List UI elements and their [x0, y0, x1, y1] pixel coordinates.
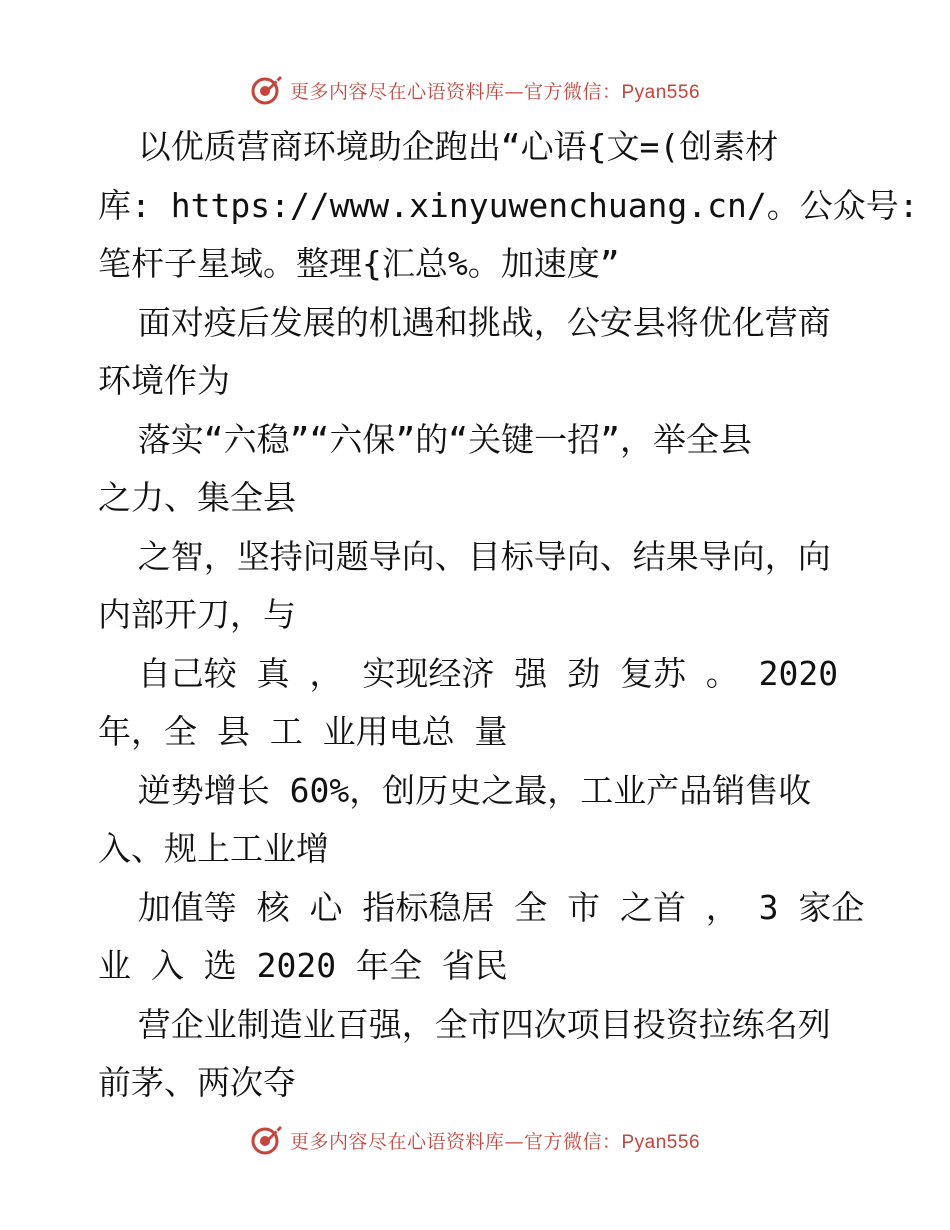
body-line: 加值等 核 心 指标稳居 全 市 之首 ， 3 家企 [98, 887, 865, 927]
quill-logo-icon [250, 73, 284, 107]
body-line: 逆势增长 60%，创历史之最，工业产品销售收 [98, 770, 812, 810]
body-line: 业 入 选 2020 年全 省民 [98, 946, 508, 985]
footer-wechat-id: Pyan556 [621, 1131, 701, 1153]
body-line: 之智，坚持问题导向、目标导向、结果导向，向 [98, 536, 831, 576]
body-line: 笔杆子星域。整理{汇总%。加速度” [98, 244, 620, 283]
body-line: 入、规上工业增 [98, 829, 329, 868]
body-line: 营企业制造业百强，全市四次项目投资拉练名列 [98, 1004, 831, 1044]
body-line: 面对疫后发展的机遇和挑战，公安县将优化营商 [98, 302, 831, 342]
document-body [98, 118, 919, 1113]
body-line: 内部开刀，与 [98, 595, 296, 634]
body-line: 之力、集全县 [98, 478, 296, 517]
footer-banner-text [290, 1127, 700, 1154]
header-banner-text [290, 77, 700, 104]
body-line: 落实“六稳”“六保”的“关键一招”，举全县 [98, 419, 752, 459]
body-line: 自己较 真 ， 实现经济 强 劲 复苏 。 2020 [98, 653, 839, 693]
body-line: 年，全 县 工 业用电总 量 [98, 712, 508, 751]
quill-logo-icon [250, 1123, 284, 1157]
body-line: 前茅、两次夺 [98, 1063, 296, 1102]
header-wechat-id: Pyan556 [621, 81, 701, 103]
body-line: 环境作为 [98, 361, 230, 400]
body-line: 以优质营商环境助企跑出“心语{文=(创素材 [98, 127, 779, 166]
body-line: 库: https://www.xinyuwenchuang.cn/。公众号: [98, 185, 919, 225]
footer-banner [0, 1120, 950, 1160]
header-banner-label: 更多内容尽在心语资料库—官方微信： [289, 80, 622, 103]
header-banner [0, 70, 950, 110]
footer-banner-label: 更多内容尽在心语资料库—官方微信： [289, 1130, 622, 1153]
